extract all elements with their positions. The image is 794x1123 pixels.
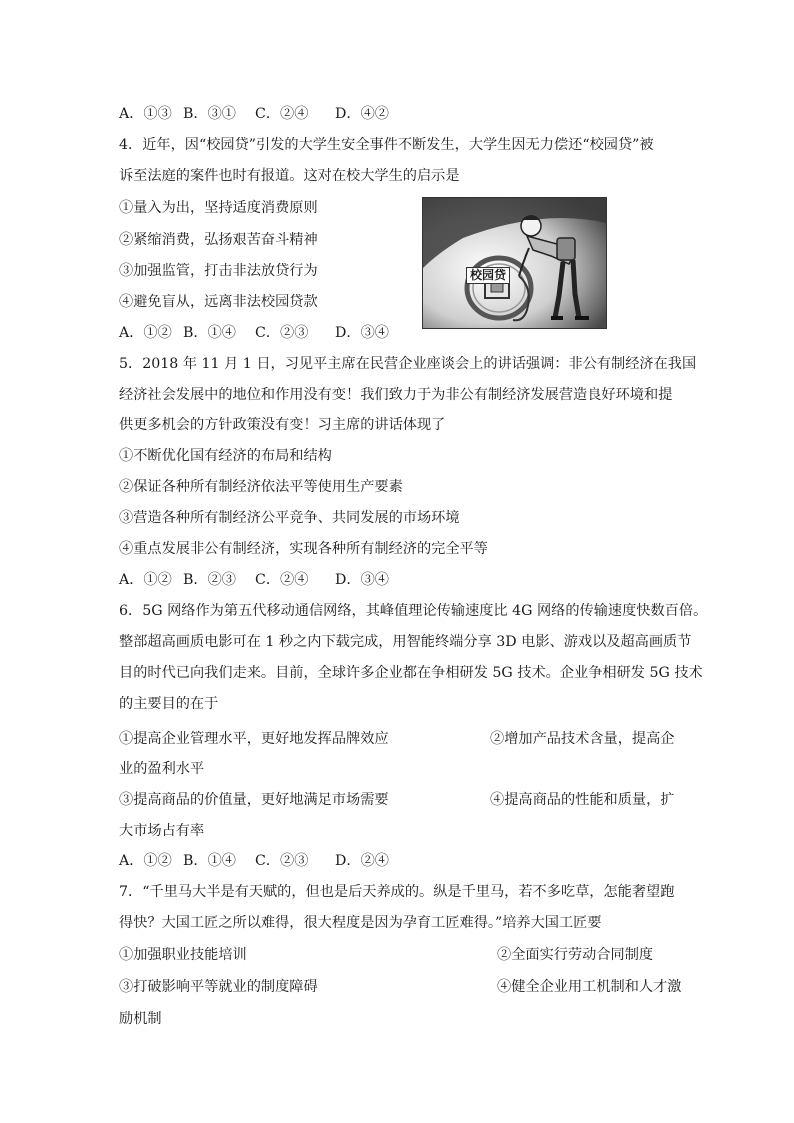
option-a: A．①② xyxy=(119,325,172,341)
q5-options xyxy=(119,570,399,590)
campus-loan-cartoon xyxy=(422,197,607,329)
q3-options xyxy=(119,104,399,124)
q6-item-2-cont: 业的盈利水平 xyxy=(119,761,205,777)
option-a: A．①③ xyxy=(119,106,172,122)
option-b: B．③① xyxy=(183,106,236,122)
q4-item-2: ②紧缩消费，弘扬艰苦奋斗精神 xyxy=(119,232,318,248)
q7-item-3: ③打破影响平等就业的制度障碍 xyxy=(119,979,318,995)
q6-stem-line3: 目的时代已向我们走来。目前，全球许多企业都在争相研发 5G 技术。企业争相研发 5G 技术 xyxy=(119,665,703,681)
option-a: A．①② xyxy=(119,572,172,588)
q4-stem-line1: 4．近年，因“校园贷”引发的大学生安全事件不断发生，大学生因无力偿还“校园贷”被 xyxy=(119,137,654,153)
option-d: D．③④ xyxy=(335,572,389,588)
option-d: D．③④ xyxy=(335,325,389,341)
q6-stem-line2: 整部超高画质电影可在 1 秒之内下载完成，用智能终端分享 3D 电影、游戏以及超高画质节 xyxy=(119,634,692,650)
q6-item-3: ③提高商品的价值量，更好地满足市场需要 xyxy=(119,792,389,808)
q5-item-1: ①不断优化国有经济的布局和结构 xyxy=(119,448,332,464)
option-d: D．②④ xyxy=(335,853,389,869)
q6-item-4-cont: 大市场占有率 xyxy=(119,823,205,839)
q7-stem-line2: 得快？大国工匠之所以难得，很大程度是因为孕育工匠难得。”培养大国工匠要 xyxy=(119,915,602,931)
q6-item-2: ②增加产品技术含量，提高企 xyxy=(490,731,675,747)
q6-item-4: ④提高商品的性能和质量，扩 xyxy=(490,792,675,808)
figure-label: 校园贷 xyxy=(466,267,510,284)
q5-stem-line2: 经济社会发展中的地位和作用没有变！我们致力于为非公有制经济发展营造良好环境和提 xyxy=(119,387,673,403)
option-b: B．①④ xyxy=(183,853,236,869)
q6-item-1: ①提高企业管理水平，更好地发挥品牌效应 xyxy=(119,731,389,747)
q5-item-4: ④重点发展非公有制经济，实现各种所有制经济的完全平等 xyxy=(119,541,488,557)
q6-stem-line1: 6．5G 网络作为第五代移动通信网络，其峰值理论传输速度比 4G 网络的传输速度快数百倍。 xyxy=(119,603,708,619)
option-c: C．②③ xyxy=(255,325,309,341)
option-d: D．④② xyxy=(335,106,389,122)
q4-item-4: ④避免盲从，远离非法校园贷款 xyxy=(119,294,318,310)
cartoon-illustration xyxy=(423,198,606,328)
option-b: B．②③ xyxy=(183,572,236,588)
q7-item-1: ①加强职业技能培训 xyxy=(119,947,247,963)
option-c: C．②④ xyxy=(255,572,309,588)
q6-stem-line4: 的主要目的在于 xyxy=(119,696,219,712)
option-b: B．①④ xyxy=(183,325,236,341)
q5-item-3: ③营造各种所有制经济公平竞争、共同发展的市场环境 xyxy=(119,510,460,526)
option-a: A．①② xyxy=(119,853,172,869)
q7-item-4: ④健全企业用工机制和人才激 xyxy=(497,979,682,995)
q7-stem-line1: 7．“千里马大半是有天赋的，但也是后天养成的。纵是千里马，若不多吃草，怎能奢望跑 xyxy=(119,884,675,900)
q4-item-1: ①量入为出，坚持适度消费原则 xyxy=(119,200,318,216)
q5-item-2: ②保证各种所有制经济依法平等使用生产要素 xyxy=(119,479,403,495)
q4-item-3: ③加强监管，打击非法放贷行为 xyxy=(119,263,318,279)
q5-stem-line3: 供更多机会的方针政策没有变！习主席的讲话体现了 xyxy=(119,417,446,433)
q5-stem-line1: 5．2018 年 11 月 1 日，习见平主席在民营企业座谈会上的讲话强调：非公有制经济在我国 xyxy=(119,356,697,372)
q4-stem-line2: 诉至法庭的案件也时有报道。这对在校大学生的启示是 xyxy=(119,168,460,184)
option-c: C．②③ xyxy=(255,853,309,869)
option-c: C．②④ xyxy=(255,106,309,122)
q6-options xyxy=(119,851,399,871)
q7-item-2: ②全面实行劳动合同制度 xyxy=(497,947,654,963)
q7-item-4-cont: 励机制 xyxy=(119,1011,162,1027)
q4-options xyxy=(119,323,399,343)
